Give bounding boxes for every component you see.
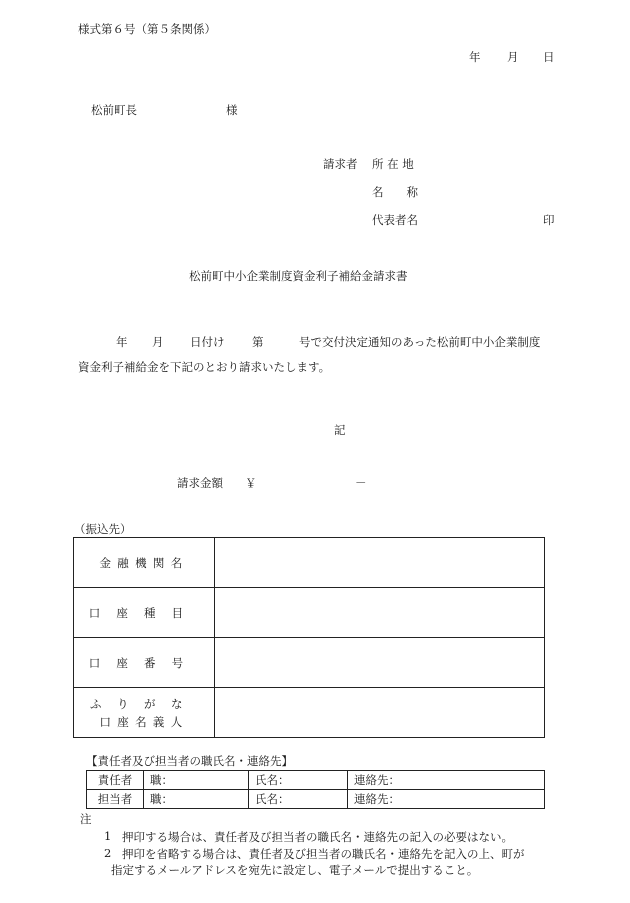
representative-label: 代表者名 xyxy=(372,213,418,227)
yen-sign: ￥ xyxy=(245,476,257,490)
role-cell: 担当者 xyxy=(87,790,144,809)
account-type-label: 口座種目 xyxy=(74,588,215,638)
table-row xyxy=(74,638,545,688)
note-text: 押印を省略する場合は、責任者及び担当者の職氏名・連絡先を記入の上、町が xyxy=(122,847,525,861)
amount-dash: － xyxy=(355,476,367,490)
person-name-cell[interactable]: 氏名： xyxy=(249,771,348,790)
date-year: 年 xyxy=(469,50,481,64)
bank-name-value[interactable] xyxy=(215,538,545,588)
position-cell[interactable]: 職： xyxy=(144,771,249,790)
contact-cell[interactable]: 連絡先： xyxy=(348,771,545,790)
furigana-label: ふりがな xyxy=(89,696,199,711)
name-label: 名 称 xyxy=(372,185,418,199)
notes-label: 注 xyxy=(80,812,92,826)
amount-label: 請求金額 xyxy=(177,476,223,490)
responsible-header: 【責任者及び担当者の職氏名・連絡先】 xyxy=(86,754,293,768)
body-no-prefix: 第 xyxy=(252,335,264,349)
contact-cell[interactable]: 連絡先： xyxy=(348,790,545,809)
note-text-continued: 指定するメールアドレスを宛先に設定し、電子メールで提出すること。 xyxy=(111,863,479,877)
table-row xyxy=(87,790,545,809)
date-month: 月 xyxy=(507,50,519,64)
account-holder-value[interactable] xyxy=(215,688,545,738)
person-name-cell[interactable]: 氏名： xyxy=(249,790,348,809)
body-line1-rest: 号で交付決定通知のあった松前町中小企業制度 xyxy=(299,335,541,349)
position-cell[interactable]: 職： xyxy=(144,790,249,809)
date-day: 日 xyxy=(543,50,555,64)
account-number-value[interactable] xyxy=(215,638,545,688)
account-type-value[interactable] xyxy=(215,588,545,638)
form-number: 様式第６号（第５条関係） xyxy=(78,22,216,36)
role-cell: 責任者 xyxy=(87,771,144,790)
bank-name-label: 金融機関名 xyxy=(74,538,215,588)
bank-table xyxy=(73,537,545,738)
note-number: 1 xyxy=(104,829,112,843)
seal-mark: 印 xyxy=(543,213,555,227)
requester-label: 請求者 xyxy=(323,157,358,171)
body-year: 年 xyxy=(116,335,128,349)
note-number: 2 xyxy=(104,846,112,860)
table-row xyxy=(74,538,545,588)
account-number-label: 口座番号 xyxy=(74,638,215,688)
document-title: 松前町中小企業制度資金利子補給金請求書 xyxy=(189,269,408,283)
responsible-table xyxy=(86,770,545,809)
body-day: 日付け xyxy=(190,335,225,349)
table-row xyxy=(74,688,545,738)
ki-heading: 記 xyxy=(334,423,346,437)
table-row xyxy=(74,588,545,638)
note-text: 押印する場合は、責任者及び担当者の職氏名・連絡先の記入の必要はない。 xyxy=(122,830,513,844)
body-month: 月 xyxy=(152,335,164,349)
account-holder-label-cell xyxy=(74,688,215,738)
table-row xyxy=(87,771,545,790)
body-line2: 資金利子補給金を下記のとおり請求いたします。 xyxy=(78,360,331,374)
honorific: 様 xyxy=(226,103,238,117)
bank-header: （振込先） xyxy=(74,522,132,536)
account-holder-label: 口座名義人 xyxy=(99,714,189,729)
mayor-label: 松前町長 xyxy=(91,103,137,117)
address-label: 所 在 地 xyxy=(372,157,414,171)
